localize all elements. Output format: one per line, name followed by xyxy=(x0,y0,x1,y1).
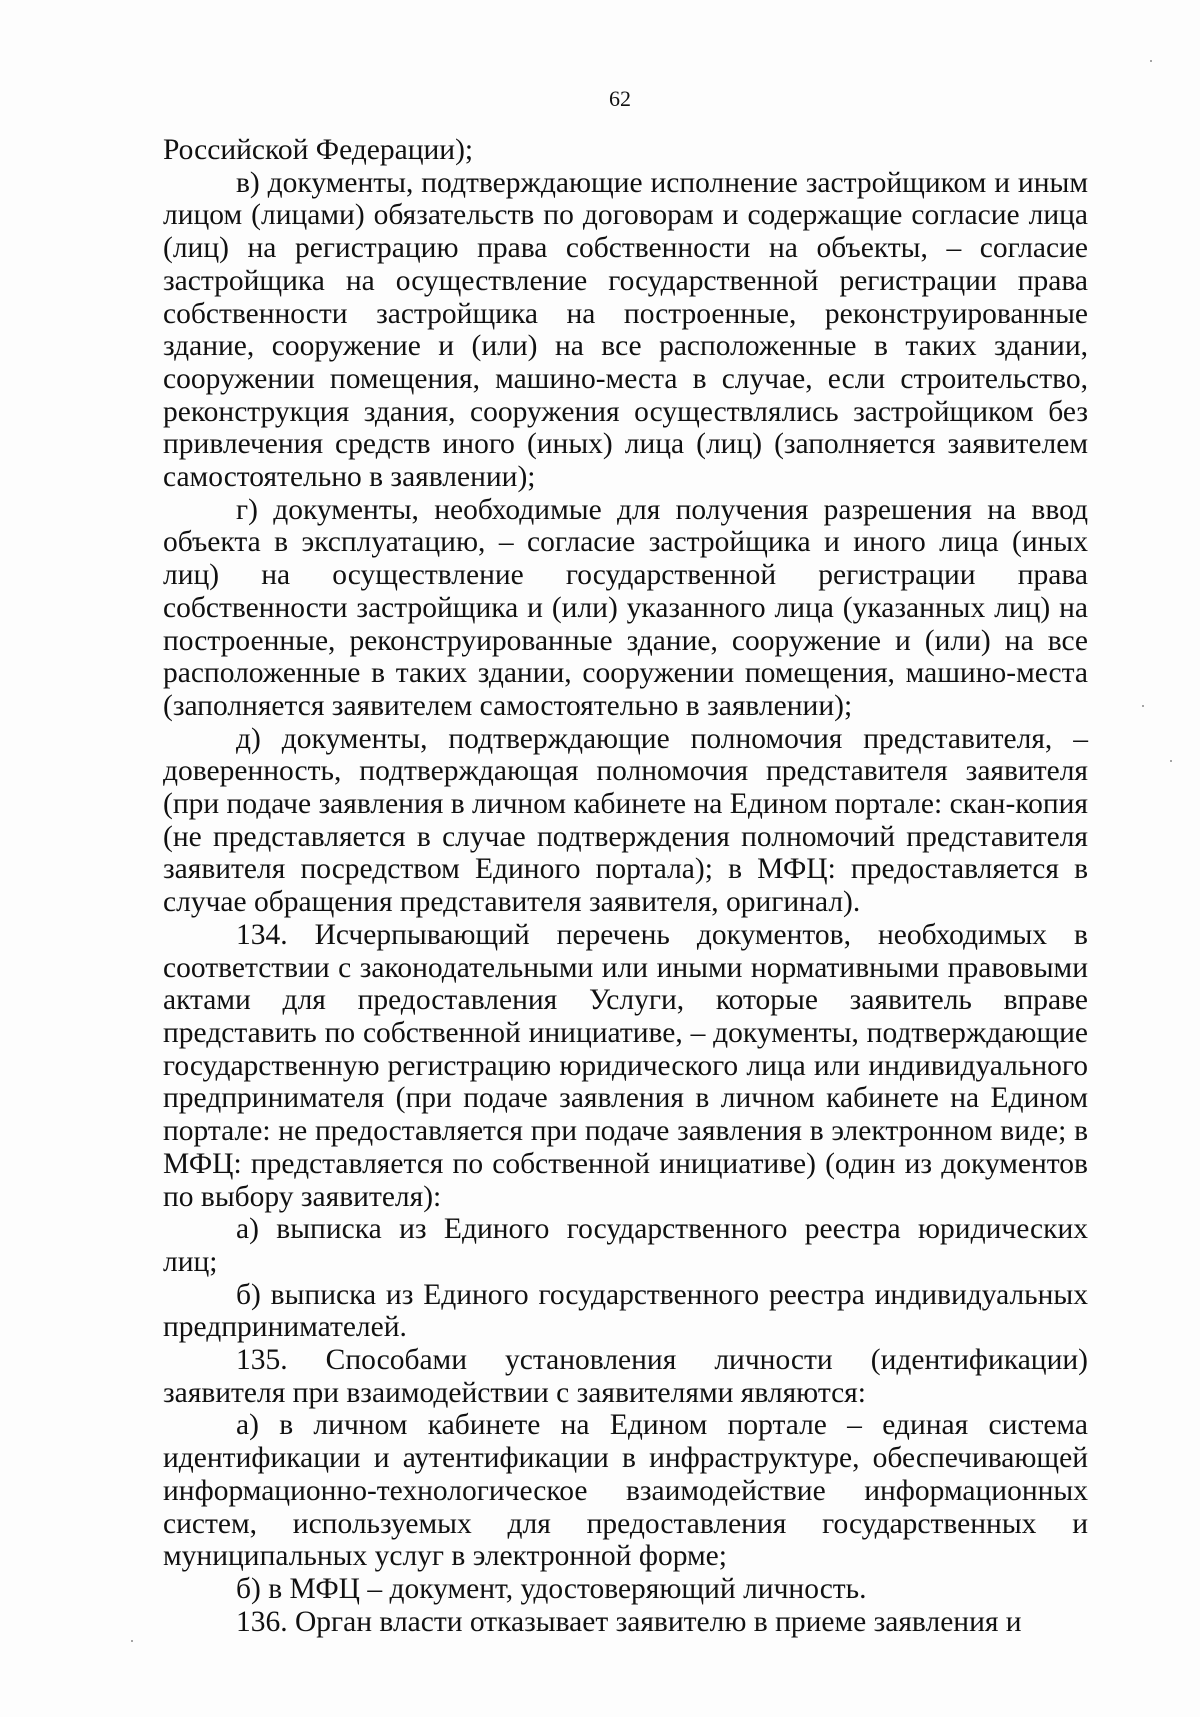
paragraph-134: 134. Исчерпывающий перечень документов, необходимых в соответствии с законодательными или иными нормативными правовыми актами для предоставления Услуги, которые заявитель вправе представить по собственной инициативе, – документы, подтверждающие государственную регистрацию юридического лица или индивидуального предпринимателя (при подаче заявления в личном кабинете на Едином портале: не предоставляется при подаче заявления в электронном виде; в МФЦ: представляется по собственной инициативе) (один из документов по выбору заявителя): xyxy=(163,918,1088,1213)
scan-speck xyxy=(1142,705,1144,707)
paragraph-134-item-b: б) выписка из Единого государственного реестра индивидуальных предпринимателей. xyxy=(163,1278,1088,1344)
paragraph-item-g: г) документы, необходимые для получения разрешения на ввод объекта в эксплуатацию, – согласие застройщика и иного лица (иных лиц) на осуществление государственной регистрации права собственности застройщика и (или) указанного лица (указанных лиц) на построенные, реконструированные здание, сооружение и (или) на все расположенные в таких здании, сооружении помещения, машино-места (заполняется заявителем самостоятельно в заявлении); xyxy=(163,493,1088,722)
page-number: 62 xyxy=(609,86,631,111)
paragraph-item-v: в) документы, подтверждающие исполнение застройщиком и иным лицом (лицами) обязательств по договорам и содержащие согласие лица (лиц) на регистрацию права собственности на объекты, – согласие застройщика на осуществление государственной регистрации права собственности застройщика на построенные, реконструированные здание, сооружение и (или) на все расположенные в таких здании, сооружении помещения, машино-места в случае, если строительство, реконструкция здания, сооружения осуществлялись застройщиком без привлечения средств иного (иных) лица (лиц) (заполняется заявителем самостоятельно в заявлении); xyxy=(163,166,1088,494)
scan-speck xyxy=(131,1640,133,1642)
paragraph-136: 136. Орган власти отказывает заявителю в приеме заявления и xyxy=(236,1605,1022,1638)
paragraph-135-item-b: б) в МФЦ – документ, удостоверяющий личность. xyxy=(236,1572,867,1605)
paragraph-continuation: Российской Федерации); xyxy=(163,134,474,166)
paragraph-item-d: д) документы, подтверждающие полномочия представителя, – доверенность, подтверждающая полномочия представителя заявителя (при подаче заявления в личном кабинете на Едином портале: скан-копия (не представляется в случае подтверждения полномочий представителя заявителя посредством Единого портала); в МФЦ: предоставляется в случае обращения представителя заявителя, оригинал). xyxy=(163,722,1088,919)
paragraph-135-item-a: а) в личном кабинете на Едином портале – единая система идентификации и аутентификации в инфраструктуре, обеспечивающей информационно-технологическое взаимодействие информационных систем, используемых для предоставления государственных и муниципальных услуг в электронной форме; xyxy=(163,1409,1088,1573)
body-text xyxy=(163,134,1088,1638)
paragraph-134-item-a: а) выписка из Единого государственного реестра юридических лиц; xyxy=(163,1213,1088,1278)
paragraph-135: 135. Способами установления личности (идентификации) заявителя при взаимодействии с заявителями являются: xyxy=(163,1344,1088,1409)
scan-speck xyxy=(1170,760,1172,762)
scan-speck xyxy=(1150,60,1152,62)
